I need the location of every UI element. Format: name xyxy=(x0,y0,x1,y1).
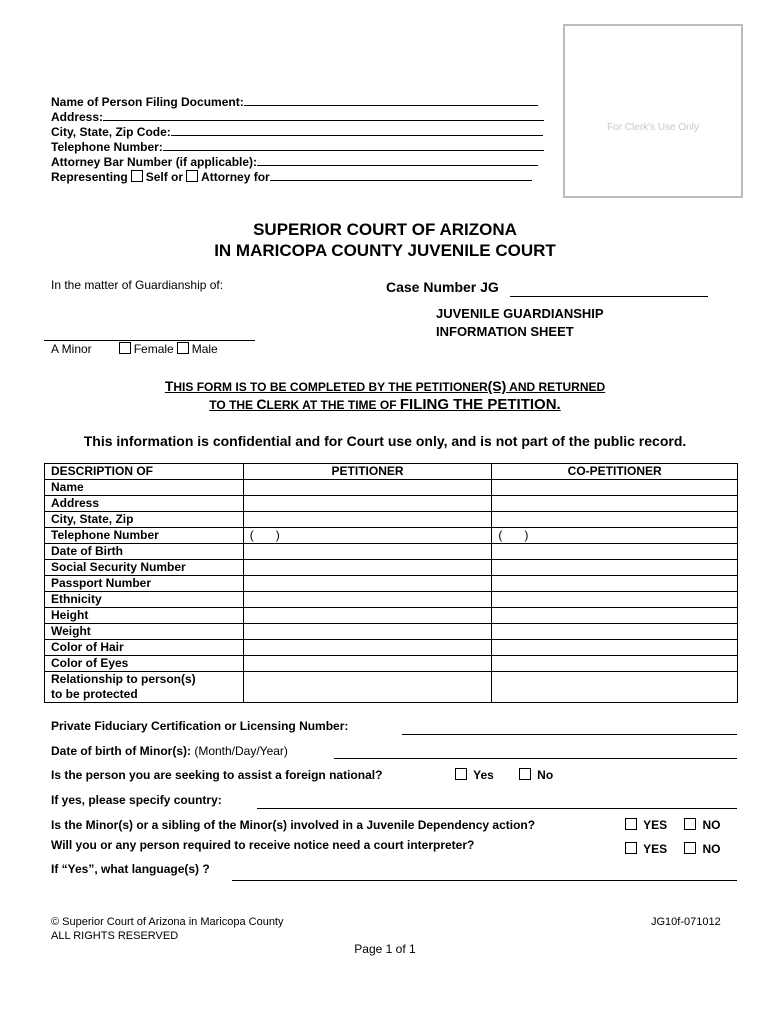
petitioner-cell[interactable] xyxy=(243,656,492,672)
country-label: If yes, please specify country: xyxy=(51,793,222,807)
matter-label: In the matter of Guardianship of: xyxy=(51,278,224,292)
clerk-use-text: For Clerk's Use Only xyxy=(607,122,699,133)
footer-copyright: © Superior Court of Arizona in Maricopa County xyxy=(51,916,284,928)
row-label: Address xyxy=(45,496,244,512)
representing-label: Representing xyxy=(51,170,128,184)
co-petitioner-cell[interactable]: ( ) xyxy=(492,528,738,544)
dependency-no-checkbox[interactable] xyxy=(684,818,696,830)
foreign-no-label: No xyxy=(537,768,554,782)
sheet-title-line2: INFORMATION SHEET xyxy=(436,324,574,339)
row-label: Social Security Number xyxy=(45,560,244,576)
interpreter-no-label: NO xyxy=(702,842,721,856)
filer-bar-row xyxy=(51,154,538,170)
petitioner-cell[interactable] xyxy=(243,496,492,512)
petitioner-cell[interactable] xyxy=(243,672,492,703)
petitioner-cell[interactable] xyxy=(243,480,492,496)
attorney-for-field[interactable] xyxy=(270,169,532,181)
dependency-options xyxy=(622,818,720,832)
table-row xyxy=(45,560,738,576)
row-label: Telephone Number xyxy=(45,528,244,544)
court-title-line1: SUPERIOR COURT OF ARIZONA xyxy=(253,220,517,239)
language-label: If “Yes”, what language(s) ? xyxy=(51,862,210,876)
row-label: to be protected xyxy=(45,687,244,703)
footer-rights: ALL RIGHTS RESERVED xyxy=(51,930,179,942)
dependency-label: Is the Minor(s) or a sibling of the Minor(s) involved in a Juvenile Dependency action? xyxy=(51,818,536,832)
row-label: Ethnicity xyxy=(45,592,244,608)
filer-representing-row xyxy=(51,169,532,185)
female-label: Female xyxy=(133,342,174,356)
co-petitioner-cell[interactable] xyxy=(492,640,738,656)
dependency-no-label: NO xyxy=(702,818,721,832)
dependency-yes-checkbox[interactable] xyxy=(625,818,637,830)
co-petitioner-cell[interactable] xyxy=(492,592,738,608)
filer-phone-label: Telephone Number: xyxy=(51,140,163,154)
interpreter-yes-label: YES xyxy=(643,842,668,856)
dob-format-label: (Month/Day/Year) xyxy=(194,744,288,758)
row-label: Name xyxy=(45,480,244,496)
table-row xyxy=(45,608,738,624)
attorney-checkbox[interactable] xyxy=(186,170,198,182)
foreign-yes-checkbox[interactable] xyxy=(455,768,467,780)
table-row xyxy=(45,640,738,656)
minor-name-field[interactable] xyxy=(44,339,255,341)
filer-name-label: Name of Person Filing Document: xyxy=(51,95,244,109)
row-label: Passport Number xyxy=(45,576,244,592)
table-row xyxy=(45,528,738,544)
co-petitioner-cell[interactable] xyxy=(492,672,738,703)
dob-minor-field[interactable] xyxy=(334,757,737,759)
table-row xyxy=(45,576,738,592)
case-number-row xyxy=(386,279,499,295)
interpreter-options xyxy=(622,842,720,856)
petitioner-cell[interactable] xyxy=(243,592,492,608)
petitioner-cell[interactable] xyxy=(243,560,492,576)
fiduciary-label: Private Fiduciary Certification or Licensing Number: xyxy=(51,719,349,733)
info-table xyxy=(44,463,738,703)
header-co-petitioner: CO-PETITIONER xyxy=(492,464,738,480)
table-row xyxy=(45,624,738,640)
table-row xyxy=(45,480,738,496)
table-row xyxy=(45,592,738,608)
co-petitioner-cell[interactable] xyxy=(492,656,738,672)
filer-phone-row xyxy=(51,139,544,155)
row-label: Weight xyxy=(45,624,244,640)
table-row xyxy=(45,672,738,688)
table-row xyxy=(45,512,738,528)
co-petitioner-cell[interactable] xyxy=(492,560,738,576)
foreign-options xyxy=(452,768,553,782)
filer-city-label: City, State, Zip Code: xyxy=(51,125,171,139)
filer-name-field[interactable] xyxy=(244,94,538,106)
filer-bar-field[interactable] xyxy=(257,154,538,166)
interpreter-yes-checkbox[interactable] xyxy=(625,842,637,854)
foreign-no-checkbox[interactable] xyxy=(519,768,531,780)
filer-phone-field[interactable] xyxy=(163,139,544,151)
row-label: Color of Hair xyxy=(45,640,244,656)
minor-row xyxy=(51,342,218,356)
row-label: Relationship to person(s) xyxy=(45,672,244,688)
table-header-row xyxy=(45,464,738,480)
footer-page-number: Page 1 of 1 xyxy=(354,942,416,956)
filer-bar-label: Attorney Bar Number (if applicable): xyxy=(51,155,258,169)
petitioner-cell[interactable] xyxy=(243,640,492,656)
country-field[interactable] xyxy=(257,807,737,809)
instruction-line1: THIS FORM IS TO BE COMPLETED BY THE PETITIONER(S) AND RETURNED xyxy=(164,378,606,394)
co-petitioner-cell[interactable] xyxy=(492,608,738,624)
case-number-label: Case Number JG xyxy=(386,279,499,295)
self-or-label: Self or xyxy=(145,170,184,184)
petitioner-cell[interactable] xyxy=(243,608,492,624)
co-petitioner-cell[interactable] xyxy=(492,576,738,592)
case-number-field[interactable] xyxy=(510,295,708,297)
male-checkbox[interactable] xyxy=(177,342,189,354)
foreign-yes-label: Yes xyxy=(473,768,494,782)
attorney-for-label: Attorney for xyxy=(201,170,270,184)
instruction-line2: TO THE CLERK AT THE TIME OF FILING THE PETITION. xyxy=(209,396,561,413)
dob-minor-row xyxy=(51,744,288,758)
male-label: Male xyxy=(191,342,218,356)
header-petitioner: PETITIONER xyxy=(243,464,492,480)
dependency-yes-label: YES xyxy=(643,818,668,832)
minor-label: A Minor xyxy=(51,342,92,356)
foreign-label: Is the person you are seeking to assist a foreign national? xyxy=(51,768,383,782)
dob-minor-label: Date of birth of Minor(s): xyxy=(51,744,191,758)
row-label: Height xyxy=(45,608,244,624)
clerk-use-box xyxy=(563,24,743,198)
table-row xyxy=(45,656,738,672)
petitioner-cell[interactable]: ( ) xyxy=(243,528,492,544)
court-title-line2: IN MARICOPA COUNTY JUVENILE COURT xyxy=(214,241,556,260)
filer-city-field[interactable] xyxy=(171,124,543,136)
co-petitioner-cell[interactable] xyxy=(492,544,738,560)
petitioner-cell[interactable] xyxy=(243,576,492,592)
petitioner-cell[interactable] xyxy=(243,544,492,560)
row-label: City, State, Zip xyxy=(45,512,244,528)
fiduciary-field[interactable] xyxy=(402,733,737,735)
header-description: DESCRIPTION OF xyxy=(45,464,244,480)
row-label: Date of Birth xyxy=(45,544,244,560)
filer-city-row xyxy=(51,124,543,140)
filer-address-row xyxy=(51,109,544,125)
row-label: Color of Eyes xyxy=(45,656,244,672)
filer-name-row xyxy=(51,94,538,110)
co-petitioner-cell[interactable] xyxy=(492,624,738,640)
interpreter-label: Will you or any person required to receive notice need a court interpreter? xyxy=(51,838,475,852)
confidential-notice: This information is confidential and for Court use only, and is not part of the public record. xyxy=(83,433,687,449)
co-petitioner-cell[interactable] xyxy=(492,480,738,496)
petitioner-cell[interactable] xyxy=(243,512,492,528)
self-checkbox[interactable] xyxy=(131,170,143,182)
co-petitioner-cell[interactable] xyxy=(492,496,738,512)
footer-form-code: JG10f-071012 xyxy=(651,916,721,928)
petitioner-cell[interactable] xyxy=(243,624,492,640)
interpreter-no-checkbox[interactable] xyxy=(684,842,696,854)
filer-address-field[interactable] xyxy=(103,109,544,121)
female-checkbox[interactable] xyxy=(119,342,131,354)
filer-address-label: Address: xyxy=(51,110,104,124)
co-petitioner-cell[interactable] xyxy=(492,512,738,528)
sheet-title-line1: JUVENILE GUARDIANSHIP xyxy=(436,306,604,321)
table-row xyxy=(45,544,738,560)
table-row xyxy=(45,496,738,512)
language-field[interactable] xyxy=(232,879,737,881)
